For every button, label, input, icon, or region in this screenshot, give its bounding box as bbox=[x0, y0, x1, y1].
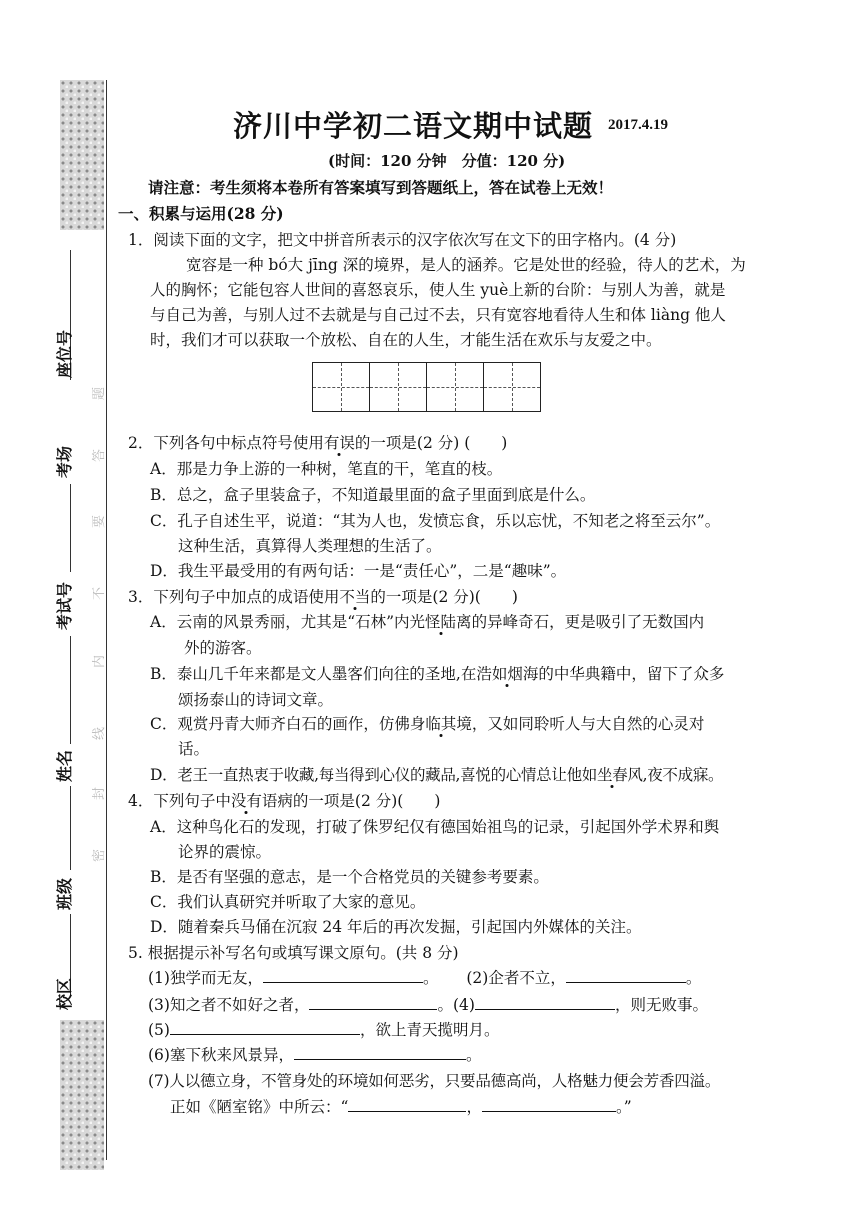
q2-option-c: C．孔子自述生平，说道：“其为人也，发愤忘食，乐以忘忧，不知老之将至云尔”。 bbox=[150, 512, 721, 530]
q3-idiom: 浩如烟海 bbox=[476, 665, 539, 683]
seal-char: 答 bbox=[92, 448, 107, 462]
fill-blank[interactable] bbox=[294, 1045, 466, 1060]
q5-item-6 bbox=[148, 1043, 481, 1065]
fill-blank[interactable] bbox=[309, 995, 437, 1010]
seat-number-label: 座位号 bbox=[55, 329, 74, 378]
q1-passage-line: 宽容是一种 bó大 jīng 深的境界，是人的涵养。它是处世的经验，待人的艺术，为 bbox=[186, 256, 746, 274]
section-heading: 一、积累与运用(28 分) bbox=[118, 204, 284, 223]
q3-option-b bbox=[150, 662, 724, 684]
q3-text: B．泰山几千年来都是文人墨客们向往的圣地,在 bbox=[150, 665, 477, 683]
q5-text: 。 bbox=[465, 1046, 482, 1064]
q4-stem-emphasis: 没有 bbox=[230, 792, 262, 810]
q3-text: 的异峰奇石，更是吸引了无数国内 bbox=[471, 613, 705, 631]
time-and-score: (时间：120 分钟 分值：120 分) bbox=[328, 152, 566, 170]
q4-option-a-cont: 论界的震惊。 bbox=[178, 843, 272, 861]
q5-text: ， bbox=[466, 1098, 482, 1116]
grid-cell[interactable] bbox=[426, 362, 484, 412]
q4-stem-text: 语病的一项是(2 分)( ) bbox=[261, 792, 441, 810]
q4-option-a: A．这种鸟化石的发现，打破了侏罗纪仅有德国始祖鸟的记录，引起国外学术界和舆 bbox=[150, 818, 720, 836]
seal-char: 不 bbox=[92, 586, 107, 600]
page-title: 济川中学初二语文期中试题 bbox=[233, 109, 594, 143]
q3-stem-text: 的一项是(2 分)( ) bbox=[370, 588, 518, 606]
grid-cell[interactable] bbox=[312, 362, 370, 412]
q3-stem bbox=[128, 585, 518, 607]
q5-item-7-cont bbox=[170, 1095, 632, 1117]
q4-option-d: D．随着秦兵马俑在沉寂 24 年后的再次发掘，引起国内外媒体的关注。 bbox=[150, 918, 642, 936]
name-label: 姓名 bbox=[55, 749, 74, 782]
q3-text: C．观赏丹青大师齐白石的画作，仿佛 bbox=[150, 715, 410, 733]
q4-option-b: B．是否有坚强的意志，是一个合格党员的关键参考要素。 bbox=[150, 868, 549, 886]
field-line bbox=[70, 484, 72, 572]
q3-idiom: 如坐春风 bbox=[581, 766, 643, 784]
q3-option-d bbox=[150, 763, 723, 785]
q2-option-b: B．总之，盒子里装盒子，不知道最里面的盒子里面到底是什么。 bbox=[150, 486, 596, 504]
campus-label: 校区 bbox=[55, 977, 74, 1010]
q3-text: A．云南的风景秀丽，尤其是“石林”内 bbox=[150, 613, 410, 631]
field-line bbox=[70, 786, 72, 870]
q1-passage-line: 与自己为善，与别人过不去就是与自己过不去，只有宽容地看待人生和体 liàng 他人 bbox=[150, 306, 726, 324]
q5-text: (6)塞下秋来风景异， bbox=[148, 1046, 294, 1064]
q3-text: ，又如同聆听人与大自然的心灵对 bbox=[471, 715, 705, 733]
q5-text: ，欲上青天揽明月。 bbox=[359, 1021, 500, 1039]
fill-blank[interactable] bbox=[170, 1020, 360, 1035]
q3-text: D．老王一直热衷于收藏,每当得到心仪的藏品,喜悦的心情总让他 bbox=[150, 766, 582, 784]
fill-blank[interactable] bbox=[348, 1097, 466, 1112]
seal-char: 线 bbox=[92, 726, 107, 740]
q3-option-a bbox=[150, 610, 704, 632]
q5-text: (2)企者不立， bbox=[466, 969, 566, 987]
exam-number-label: 考试号 bbox=[55, 581, 74, 630]
q2-stem-emphasis: 有误 bbox=[323, 434, 355, 452]
binding-line bbox=[106, 80, 107, 1160]
fill-blank[interactable] bbox=[482, 1097, 616, 1112]
class-label: 班级 bbox=[55, 877, 74, 910]
decorative-pattern-top bbox=[60, 80, 104, 230]
q5-text: 。” bbox=[615, 1098, 632, 1116]
q4-stem-text: 4．下列句子中 bbox=[128, 792, 231, 810]
seal-char: 密 bbox=[92, 848, 107, 862]
q2-stem bbox=[128, 431, 507, 453]
q3-stem-text: 3．下列句子中加点的成语使用 bbox=[128, 588, 340, 606]
q5-text: (1)独学而无友， bbox=[148, 969, 263, 987]
seal-char: 要 bbox=[92, 514, 107, 528]
q5-item-7: (7)人以德立身，不管身处的环境如何恶劣，只要品德高尚，人格魅力便会芳香四溢。 bbox=[148, 1072, 721, 1090]
q5-text: 正如《陋室铭》中所云：“ bbox=[170, 1098, 349, 1116]
q5-text: 。 bbox=[422, 969, 439, 987]
notice: 请注意：考生须将本卷所有答案填写到答题纸上，答在试卷上无效！ bbox=[148, 178, 614, 197]
q3-option-c-cont: 话。 bbox=[178, 740, 210, 758]
seal-char: 封 bbox=[92, 786, 107, 800]
q3-idiom: 身临其境 bbox=[409, 715, 472, 733]
decorative-pattern-bottom bbox=[60, 1020, 104, 1170]
q2-stem-text: 2．下列各句中标点符号使用 bbox=[128, 434, 324, 452]
q3-option-b-cont: 颂扬泰山的诗词文章。 bbox=[178, 691, 334, 709]
q2-option-c-cont: 这种生活，真算得人类理想的生活了。 bbox=[178, 537, 442, 555]
answer-grid[interactable] bbox=[313, 362, 541, 412]
q3-option-c bbox=[150, 712, 704, 734]
q5-stem: 5. 根据提示补写名句或填写课文原句。(共 8 分) bbox=[128, 944, 459, 962]
seal-char: 题 bbox=[92, 386, 107, 400]
q5-item-5 bbox=[148, 1018, 499, 1040]
q1-passage-line: 时，我们才可以获取一个放松、自在的人生，才能生活在欢乐与友爱之中。 bbox=[150, 331, 662, 349]
q2-option-a: A．那是力争上游的一种树，笔直的干，笔直的枝。 bbox=[150, 460, 503, 478]
q5-text: ，则无败事。 bbox=[614, 996, 708, 1014]
grid-cell[interactable] bbox=[483, 362, 541, 412]
q4-option-c: C．我们认真研究并听取了大家的意见。 bbox=[150, 893, 426, 911]
q5-text: 。 bbox=[685, 969, 702, 987]
q5-item-1-2 bbox=[148, 966, 701, 988]
grid-cell[interactable] bbox=[369, 362, 427, 412]
q1-stem: 1．阅读下面的文字，把文中拼音所表示的汉字依次写在文下的田字格内。(4 分) bbox=[128, 231, 677, 249]
q5-item-3-4 bbox=[148, 993, 708, 1015]
q2-stem-text: 的一项是(2 分) ( ) bbox=[354, 434, 508, 452]
exam-room-label: 考场 bbox=[55, 445, 74, 478]
fill-blank[interactable] bbox=[475, 995, 615, 1010]
q3-text: ,夜不成寐。 bbox=[642, 766, 724, 784]
seal-char: 内 bbox=[92, 654, 107, 668]
q3-idiom: 光怪陆离 bbox=[409, 613, 472, 631]
q3-text: 的中华典籍中，留下了众多 bbox=[538, 665, 725, 683]
q5-text: (5) bbox=[148, 1021, 170, 1039]
q3-stem-emphasis: 不当 bbox=[339, 588, 371, 606]
q5-text: 。(4) bbox=[437, 996, 475, 1014]
fill-blank[interactable] bbox=[566, 968, 686, 983]
q5-text: (3)知之者不如好之者， bbox=[148, 996, 310, 1014]
exam-date: 2017.4.19 bbox=[608, 117, 668, 133]
q3-option-a-cont: 外的游客。 bbox=[184, 639, 262, 657]
field-line bbox=[70, 636, 72, 744]
binding-margin bbox=[0, 0, 112, 1215]
q1-passage-line: 人的胸怀；它能包容人世间的喜怒哀乐，使人生 yuè上新的台阶：与别人为善，就是 bbox=[150, 281, 726, 299]
q4-stem bbox=[128, 789, 440, 811]
q2-option-d: D．我生平最受用的有两句话：一是“责任心”，二是“趣味”。 bbox=[150, 562, 567, 580]
fill-blank[interactable] bbox=[263, 968, 423, 983]
